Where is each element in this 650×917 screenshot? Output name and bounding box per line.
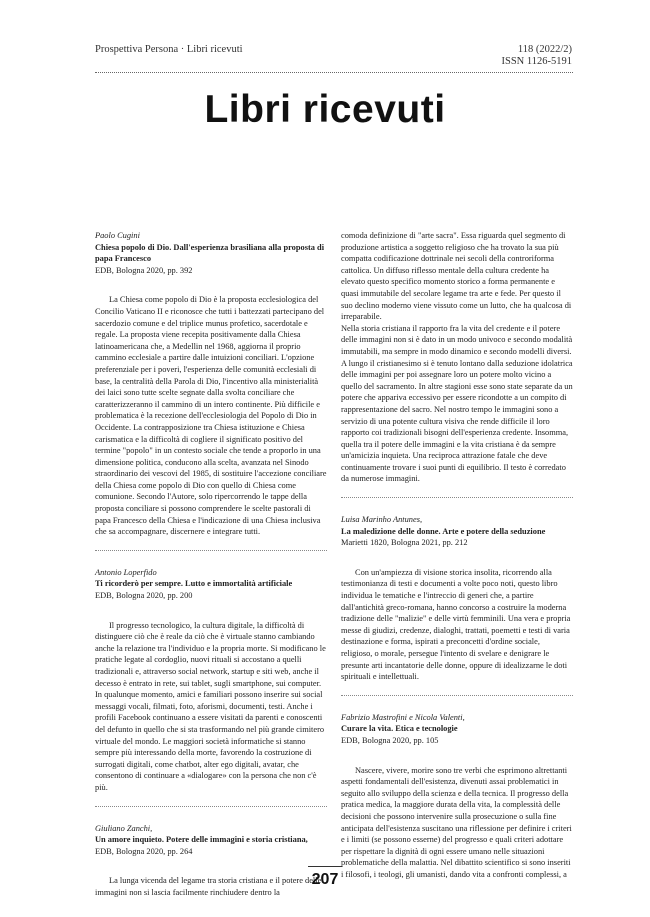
review-publisher: EDB, Bologna 2020, pp. 264 — [95, 846, 193, 856]
review-divider — [95, 550, 327, 551]
issue-number: 118 (2022/2) — [517, 44, 572, 55]
review-entry — [341, 514, 573, 683]
review-book-title: Chiesa popolo di Dio. Dall'esperienza brasiliana alla proposta di papa Francesco — [95, 242, 325, 264]
review-text: Con un'ampiezza di visione storica insolita, ricorrendo alla testimonianza di testi e documenti a volte poco noti, questo libro individua le tematiche e l'intreccio di generi che, a partire dall'antichità greco-romana, hanno concorso a costruire la moderna tradizione delle "malizie" e delle virtù femminili. Una vera e propria messe di giudizi, credenze, dialoghi, trattati, poemetti e testi di varia destinazione e forma, ispirati a preconcetti d'ordine sociale, religioso, o morale, perseguе l'intento di svelare e denigrare le presunte arti incantatorie delle donne, oppure di idealizzarne le doti spirituali e intellettuali. — [341, 567, 571, 682]
review-continuation-paragraph: Nella storia cristiana il rapporto fra la vita del credente e il potere delle immagini non si è dato in un modo univoco e secondo modalità immutabili, ma sempre in modo dinamico e secondo modelli diversi. A lungo il cristianesimo si è tenuto lontano dalla seduzione idolatrica delle immagini per poi assegnare loro un potere molto vicino a quello del sacramento. In altre stagioni esse sono state separate da un potere che appariva eccessivo per essere ricondotte a un compito di rappresentazione del sacro. Nel nostro tempo le immagini sono a servizio di una potente cultura visiva che rende difficile il loro rapporto coi tradizionali bisogni dell'esperienza credente. Insomma, quella tra il potere delle immagini e la vita cristiana è da sempre un'amicizia inquieta. Una reciproca attrazione fatale che deve continuamente trovare i suoi punti di equilibrio. Il testo è corredato da numerose immagini. — [341, 323, 573, 484]
review-text: Il progresso tecnologico, la cultura digitale, la difficoltà di distinguere ciò che è reale da ciò che è virtuale stanno cambiando anche la relazione tra l'individuo e la propria morte. Si modificano le pratiche legate al cordoglio, nuovi rituali si accostano a quelli tradizionali e, attraverso social network, startup e siti web, anche il decesso è entrato in rete, sui tablet, sugli smartphone, sui computer. In qualunque momento, amici e familiari possono inserire sui social messaggi vocali, filmati, foto, aforismi, documenti, testi. Anche i profili Facebook continuano a essere visitati da parenti e conoscenti del defunto in quello che si sta trasformando nel più grande cimitero virtuale del mondo. Le maggiori società informatiche si stanno sempre più interessando della morte, favorendo la costruzione di surrogati digitali, come chatbot, alter ego digitali, avatar, che consentono di continuare a «dialogare» con la persona che non c'è più. — [95, 620, 326, 792]
review-publisher: EDB, Bologna 2020, pp. 200 — [95, 591, 193, 601]
review-entry — [95, 230, 327, 538]
review-entry — [95, 567, 327, 794]
review-author: Giuliano Zanchi, — [95, 823, 153, 833]
review-divider — [341, 497, 573, 498]
issn: ISSN 1126-5191 — [501, 56, 572, 67]
review-text: La Chiesa come popolo di Dio è la proposta ecclesiologica del Concilio Vaticano II e riconosce che tutti i battezzati partecipano del sacerdozio comune e del triplice munus profetico, sacerdotale e regale. La proposta viene recepita positivamente dalla Chiesa latinoamericana che, a Medellin nel 1968, aggiorna il proprio cammino ecclesiale a partire dalle intuizioni conciliari. L'opzione preferenziale per i poveri, l'esperienza delle comunità ecclesiali di base, la centralità della Parola di Dio, l'incentivo alla ministerialità dei laici sono tutte scelte segnate dalla svolta conciliare che caratterizzeranno il cammino di un intero continente. Più difficile e problematica è la recezione dell'ecclesiologia del Popolo di Dio in Occidente. La contrapposizione tra Chiesa istituzione e Chiesa carismatica e la difficoltà di cogliere il significato positivo del termine "popolo" in un contesto sociale che tende a proporlo in una dimensione politica, conducono alla scelta, avanzata nel Sinodo straordinario dei vescovi del 1985, di sostituire l'accezione conciliare della Chiesa come popolo di Dio con quello di Chiesa come comunione. Secondo l'Autore, solo ripercorrendo le tappe della proposta conciliare si possono comprendere le scelte pastorali di papa Francesco della Chiesa e l'indicazione di una Chiesa inclusiva che sa accompagnare, discernere e integrare tutti. — [95, 295, 327, 537]
left-column — [95, 230, 327, 899]
review-publisher: EDB, Bologna 2020, pp. 105 — [341, 735, 439, 745]
issue-info — [502, 44, 573, 68]
review-book-title: Ti ricorderò per sempre. Lutto e immortalità artificiale — [95, 579, 293, 589]
review-publisher: EDB, Bologna 2020, pp. 392 — [95, 265, 193, 275]
journal-header: Prospettiva Persona · Libri ricevuti — [95, 44, 243, 55]
review-divider — [95, 806, 327, 807]
review-text: Nascere, vivere, morire sono tre verbi che esprimono altrettanti aspetti fondamentali dell'esistenza, divenuti assai problematici in seguito allo sviluppo della scienza e della tecnica. Il progresso della pratica medica, la maggiore durata della vita, la complessità delle decisioni che possono intervenire sulla prosecuzione o sulla fine anticipata dell'esistenza suscitano una riflessione per definire i criteri e i limiti (se possono esserne) del progresso e quali criteri adottare per rispettare la dignità di ogni essere umano nelle situazioni problematiche della malattia. Nel dibattito scientifico si sono inseriti i filosofi, i teologi, gli umanisti, dando vita a confronti complessi, a — [341, 765, 572, 879]
review-text: La lunga vicenda del legame tra storia cristiana e il potere delle immagini non si lascia facilmente rinchiudere dentro la — [95, 876, 322, 897]
header-divider — [95, 72, 573, 73]
page-number: 207 — [311, 871, 339, 888]
review-entry — [341, 712, 573, 881]
review-author: Paolo Cugini — [95, 231, 140, 240]
review-book-title: Un amore inquieto. Potere delle immagini e storia cristiana, — [95, 835, 308, 845]
page-number-rule — [308, 866, 342, 867]
page-title: Libri ricevuti — [204, 88, 446, 131]
review-continuation: comoda definizione di "arte sacra". Essa riguarda quel segmento di produzione artistica a soggetto religioso che ha trovato la sua più compatta codificazione dottrinale nei secoli della controriforma cattolica. Un diffuso riflesso mentale della cultura credente ha elevato questo specifico momento storico a forma permanente e quasi immutabile del secolare legame tra arte e fede. Per questo il suo declino moderno viene vissuto come un lutto, che ha qualcosa di irreparabile. — [341, 231, 572, 322]
review-author: Antonio Loperfido — [95, 567, 157, 577]
review-author: Fabrizio Mastrofini e Nicola Valenti, — [341, 712, 465, 722]
review-divider — [341, 695, 573, 696]
review-book-title: La maledizione delle donne. Arte e potere della seduzione — [341, 526, 546, 536]
right-column — [341, 230, 573, 881]
review-publisher: Marietti 1820, Bologna 2021, pp. 212 — [341, 538, 468, 548]
review-book-title: Curare la vita. Etica e tecnologie — [341, 724, 458, 734]
review-author: Luisa Marinho Antunes, — [341, 515, 423, 525]
